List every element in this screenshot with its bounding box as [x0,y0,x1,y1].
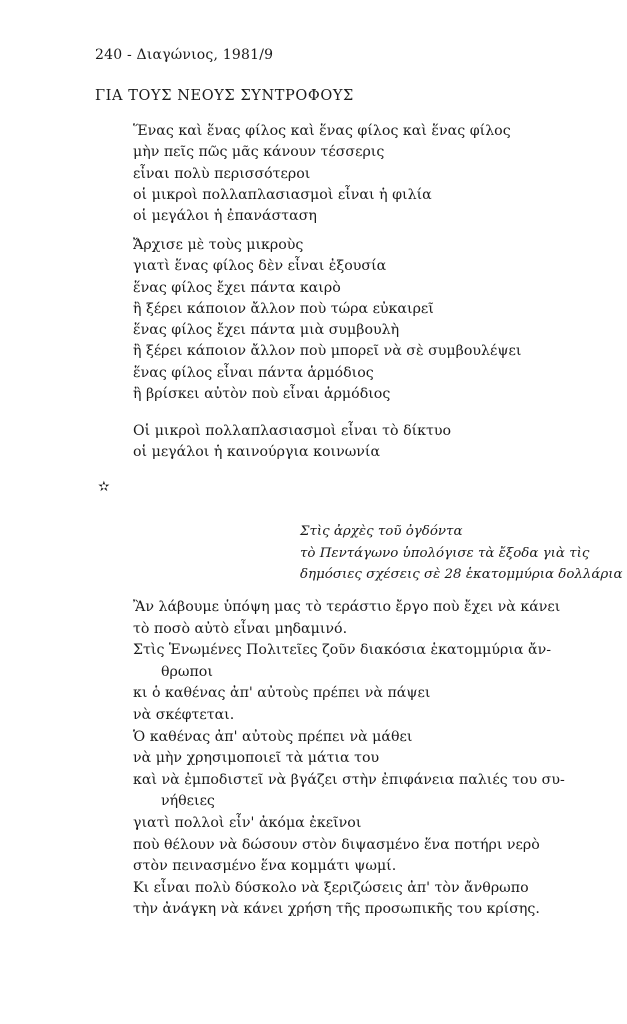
poem-line: τὴν ἀνάγκη νὰ κάνει χρήση τῆς προσωπικῆς του κρίσης. [133,901,540,918]
poem-line: γιατὶ ἕνας φίλος δὲν εἶναι ἐξουσία [133,258,387,275]
poem-title: ΓΙΑ ΤΟΥΣ ΝΕΟΥΣ ΣΥΝΤΡΟΦΟΥΣ [95,88,354,104]
poem-line: Κι εἶναι πολὺ δύσκολο νὰ ξεριζώσεις ἀπ' τὸν ἄνθρωπο [133,879,529,896]
poem-line: νὰ σκέφτεται. [133,706,235,723]
poem-line: Στὶς Ἑνωμένες Πολιτεῖες ζοῦν διακόσια ἑκατομμύρια ἄν- [133,642,551,659]
poem-line: μὴν πεῖς πῶς μᾶς κάνουν τέσσερις [133,144,385,161]
poem-line: Ἕνας καὶ ἕνας φίλος καὶ ἕνας φίλος καὶ ἕνας φίλος [133,123,511,139]
stanza-4 [133,597,565,921]
poem-line: γιατὶ πολλοὶ εἶν' ἀκόμα ἐκεῖνοι [133,814,362,831]
poem-line: Ἄρχισε μὲ τοὺς μικροὺς [133,237,304,253]
poem-line: τὸ ποσὸ αὐτὸ εἶναι μηδαμινό. [133,620,348,637]
poem-line: Οἱ μικροὶ πολλαπλασιασμοὶ εἶναι τὸ δίκτυο [133,423,452,439]
poem-line: νὰ μὴν χρησιμοποιεῖ τὰ μάτια του [133,750,380,767]
poem-line: καὶ νὰ ἐμποδιστεῖ νὰ βγάζει στὴν ἐπιφάνεια παλιές του συ- [133,771,565,788]
epigraph-line: δημόσιες σχέσεις σὲ 28 ἑκατομμύρια δολλάρια [300,567,623,582]
epigraph-line: τὸ Πεντάγωνο ὑπολόγισε τὰ ἔξοδα γιὰ τὶς [300,545,590,561]
poem-line: ἕνας φίλος ἔχει πάντα μιὰ συμβουλὴ [133,322,400,339]
poem-line: εἶναι πολὺ περισσότεροι [133,165,311,182]
poem-line: Ὁ καθένας ἀπ' αὐτοὺς πρέπει νὰ μάθει [133,728,413,745]
epigraph [300,521,623,586]
stanza-2 [133,235,521,405]
poem-line: ἕνας φίλος ἔχει πάντα καιρὸ [133,279,341,296]
poem-line: ἢ ξέρει κάποιον ἄλλον ποὺ τώρα εὐκαιρεῖ [133,300,434,317]
poem-line: οἱ μικροὶ πολλαπλασιασμοὶ εἶναι ἡ φιλία [133,186,432,203]
epigraph-line: Στὶς ἀρχὲς τοῦ ὀγδόντα [300,524,463,539]
poem-line: στὸν πεινασμένο ἕνα κομμάτι ψωμί. [133,858,397,875]
stanza-1 [133,121,511,227]
poem-line: ποὺ θέλουν νὰ δώσουν στὸν διψασμένο ἕνα ποτήρι νερὸ [133,836,540,853]
poem-line: κι ὁ καθένας ἀπ' αὐτοὺς πρέπει νὰ πάψει [133,685,431,702]
poem-line: οἱ μεγάλοι ἡ καινούργια κοινωνία [133,444,381,461]
star-separator-icon: ✫ [98,479,110,495]
poem-line-continuation: θρωποι [161,663,213,680]
page-header: 240 - Διαγώνιος, 1981/9 [95,47,274,63]
stanza-3 [133,421,451,464]
poem-line-continuation: νήθειες [161,793,215,810]
poem-line: ἕνας φίλος εἶναι πάντα ἁρμόδιος [133,364,374,381]
poem-line: οἱ μεγάλοι ἡ ἐπανάσταση [133,208,317,225]
poem-line: Ἂν λάβουμε ὑπόψη μας τὸ τεράστιο ἔργο ποὺ ἔχει νὰ κάνει [133,599,561,615]
poem-line: ἢ ξέρει κάποιον ἄλλον ποὺ μπορεῖ νὰ σὲ συμβουλέψει [133,343,522,360]
poem-line: ἢ βρίσκει αὐτὸν ποὺ εἶναι ἁρμόδιος [133,386,391,403]
